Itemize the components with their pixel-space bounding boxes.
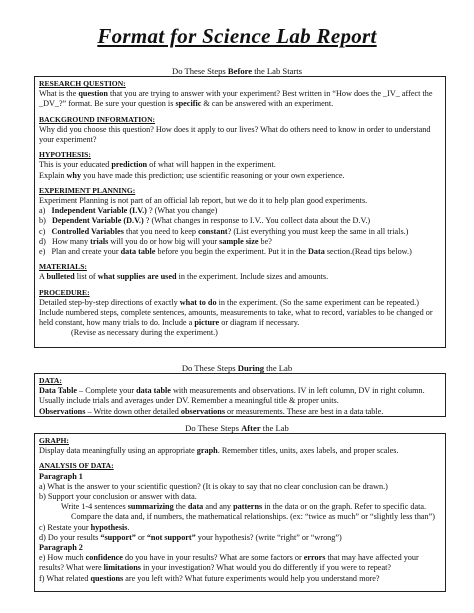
analysis-item-d: d) Do your results “support” or “not support” your hypothesis? (write “right” or “wrong”) [39, 532, 342, 542]
graph-text: Display data meaningfully using an appropriate graph. Remember titles, units, axes labels, and proper scales. [39, 446, 399, 456]
research-question-heading: RESEARCH QUESTION: [39, 79, 126, 88]
background-text: Why did you choose this question? How does it apply to our lives? What do others need to know in order to understand your experiment? [39, 124, 431, 145]
before-lab-header: Do These Steps Before the Lab Starts [171, 66, 302, 76]
analysis-item-e: e) How much confidence do you have in your results? What are some factors or errors that may have affected your results? What were limitations in your investigation? What would you do differently if you were to repeat? [39, 553, 419, 573]
after-lab-box [34, 433, 446, 592]
analysis-heading: ANALYSIS OF DATA: [39, 461, 114, 471]
during-lab-header: Do These Steps During the Lab [181, 363, 293, 373]
procedure-text: Detailed step-by-step directions of exactly what to do in the experiment. (So the same experiment can be repeated.) Include numbered steps, complete sentences, amounts, measurements to take, what to record, variables to be changed or held constant, how many trials to do. Include a picture or diagram if necessary. [39, 297, 433, 328]
hypothesis-line-2: Explain why you have made this prediction; use scientific reasoning or your own experience. [39, 170, 345, 180]
hypothesis-line-1: This is your educated prediction of what will happen in the experiment. [39, 160, 276, 170]
data-heading: DATA: [39, 376, 62, 385]
planning-item-a: a) Independent Variable (I.V.) ? (What you change) [39, 206, 218, 216]
planning-item-d: d) How many trials will you do or how big will your sample size be? [39, 236, 272, 246]
analysis-item-b-detail-2: Compare the data and, if numbers, the mathematical relationships. (ex: “twice as much” or “slightly less than”) [71, 512, 435, 522]
planning-intro: Experiment Planning is not part of an official lab report, but we do it to help plan good experiments. [39, 196, 368, 206]
during-lab-box [34, 373, 446, 417]
hypothesis-heading: HYPOTHESIS: [39, 150, 91, 160]
page-title: Format for Science Lab Report [97, 24, 377, 48]
planning-item-c: c) Controlled Variables that you need to keep constant? (List everything you must keep the same in all trials.) [39, 226, 409, 236]
after-lab-header: Do These Steps After the Lab [185, 423, 289, 433]
data-table-text: Data Table – Complete your data table with measurements and observations. IV in left column, DV in right column. Usually include trials and averages under DV. Remember a meaningful title & proper units. [39, 386, 425, 406]
analysis-item-f: f) What related questions are you left with? What future experiments would help you understand more? [39, 573, 380, 583]
materials-heading: MATERIALS: [39, 262, 87, 272]
research-question-text: What is the question that you are trying to answer with your experiment? Best written in “How does the _IV_ affect the _DV_?” format. Be sure your question is specific & can be answered with an experiment. [39, 89, 433, 109]
observations-text: Observations – Write down other detailed observations or measurements. These are best in a data table. [39, 406, 384, 416]
paragraph-1-label: Paragraph 1 [39, 471, 83, 481]
paragraph-2-label: Paragraph 2 [39, 543, 83, 553]
procedure-heading: PROCEDURE: [39, 287, 90, 297]
materials-text: A bulleted list of what supplies are used in the experiment. Include sizes and amounts. [39, 272, 329, 282]
analysis-item-b: b) Support your conclusion or answer with data. [39, 492, 197, 502]
planning-item-e: e) Plan and create your data table before you begin the experiment. Put it in the Data section.(Read tips below.) [39, 247, 412, 257]
background-heading: BACKGROUND INFORMATION: [39, 114, 156, 124]
procedure-note: (Revise as necessary during the experiment.) [71, 328, 218, 338]
analysis-item-a: a) What is the answer to your scientific question? (It is okay to say that no clear conclusion can be drawn.) [39, 481, 388, 491]
analysis-item-c: c) Restate your hypothesis. [39, 522, 130, 532]
graph-heading: GRAPH: [39, 436, 69, 445]
experiment-planning-heading: EXPERIMENT PLANNING: [39, 185, 136, 195]
before-lab-box [34, 76, 446, 348]
planning-item-b: b) Dependent Variable (D.V.) ? (What changes in response to I.V.. You collect data about the D.V.) [39, 216, 371, 226]
analysis-item-b-detail-1: Write 1-4 sentences summarizing the data and any patterns in the data or on the graph. Refer to specific data. [61, 502, 427, 512]
